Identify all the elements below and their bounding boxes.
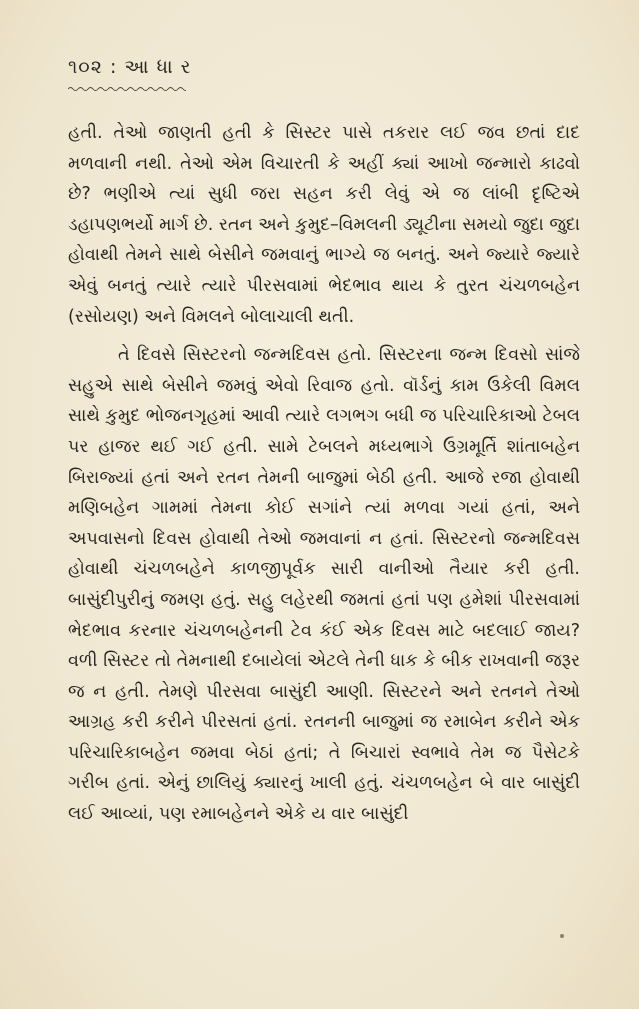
body-text [68, 118, 580, 830]
running-header: ૧૦૨ : આ ધા ર [68, 56, 192, 78]
paragraph-continuation: હતી. તેઓ જાણતી હતી કે સિસ્ટર પાસે તકરાર લઈ જવ છતાં દાદ મળવાની નથી. તેઓ એમ વિચારતી કે અહીં ક્યાં આખો જન્મારો કાઢવો છે? ભણીએ ત્યાં સુધી જરા સહન કરી લેવું એ જ લાંબી દૃષ્ટિએ ડહાપણભર્યો માર્ગ છે. રતન અને કુમુદ–વિમલની ડ્યૂટીના સમયો જુદા જુદા હોવાથી તેમને સાથે બેસીને જમવાનું ભાગ્યે જ બનતું. અને જ્યારે જ્યારે એવું બનતું ત્યારે ત્યારે પીરસવામાં ભેદભાવ થાય કે તુરત ચંચળબહેન (રસોયણ) અને વિમલને બોલાચાલી થતી. [68, 123, 580, 327]
paragraph-birthday: તે દિવસે સિસ્ટરનો જન્મદિવસ હતો. સિસ્ટરના જન્મ દિવસો સાંજે સહુએ સાથે બેસીને જમવું એવો રિવાજ હતો. વૉર્ડનું કામ ઉકેલી વિમલ સાથે કુમુદ ભોજનગૃહમાં આવી ત્યારે લગભગ બધી જ પરિચારિકાઓ ટેબલ પર હાજર થઈ ગઈ હતી. સામે ટેબલને મધ્યભાગે ઉગ્રમૂર્તિ શાંતાબહેન બિરાજ્યાં હતાં અને રતન તેમની બાજુમાં બેઠી હતી. આજે રજા હોવાથી મણિબહેન ગામમાં તેમના કોઈ સગાંને ત્યાં મળવા ગયાં હતાં, અને અપવાસનો દિવસ હોવાથી તેઓ જમવાનાં ન હતાં. સિસ્ટરનો જન્મદિવસ હોવાથી ચંચળબહેને કાળજીપૂર્વક સારી વાનીઓ તૈયાર કરી હતી. બાસુંદીપુરીનું જમણ હતું. સહુ લહેરથી જમતાં હતાં પણ હમેશાં પીરસવામાં ભેદભાવ કરનાર ચંચળબહેનની ટેવ કંઈ એક દિવસ માટે બદલાઈ જાય? વળી સિસ્ટર તો તેમનાથી દબાયેલાં એટલે તેની ધાક કે બીક રાખવાની જરૂર જ ન હતી. તેમણે પીરસવા બાસુંદી આણી. સિસ્ટરને અને રતનને તેઓ આગ્રહ કરી કરીને પીરસતાં હતાં. રતનની બાજુમાં જ રમાબેન કરીને એક પરિચારિકાબહેન જમવા બેઠાં હતાં; તે બિચારાં સ્વભાવે તેમ જ પૈસેટકે ગરીબ હતાં. એનું છાલિયું ક્યારનું ખાલી હતું. ચંચળબહેન બે વાર બાસુંદી લઈ આવ્યાં, પણ રમાબહેનને એકે ય વાર બાસુંદી [68, 345, 580, 825]
page-speck [560, 934, 564, 938]
header-wavy-rule [68, 86, 186, 92]
